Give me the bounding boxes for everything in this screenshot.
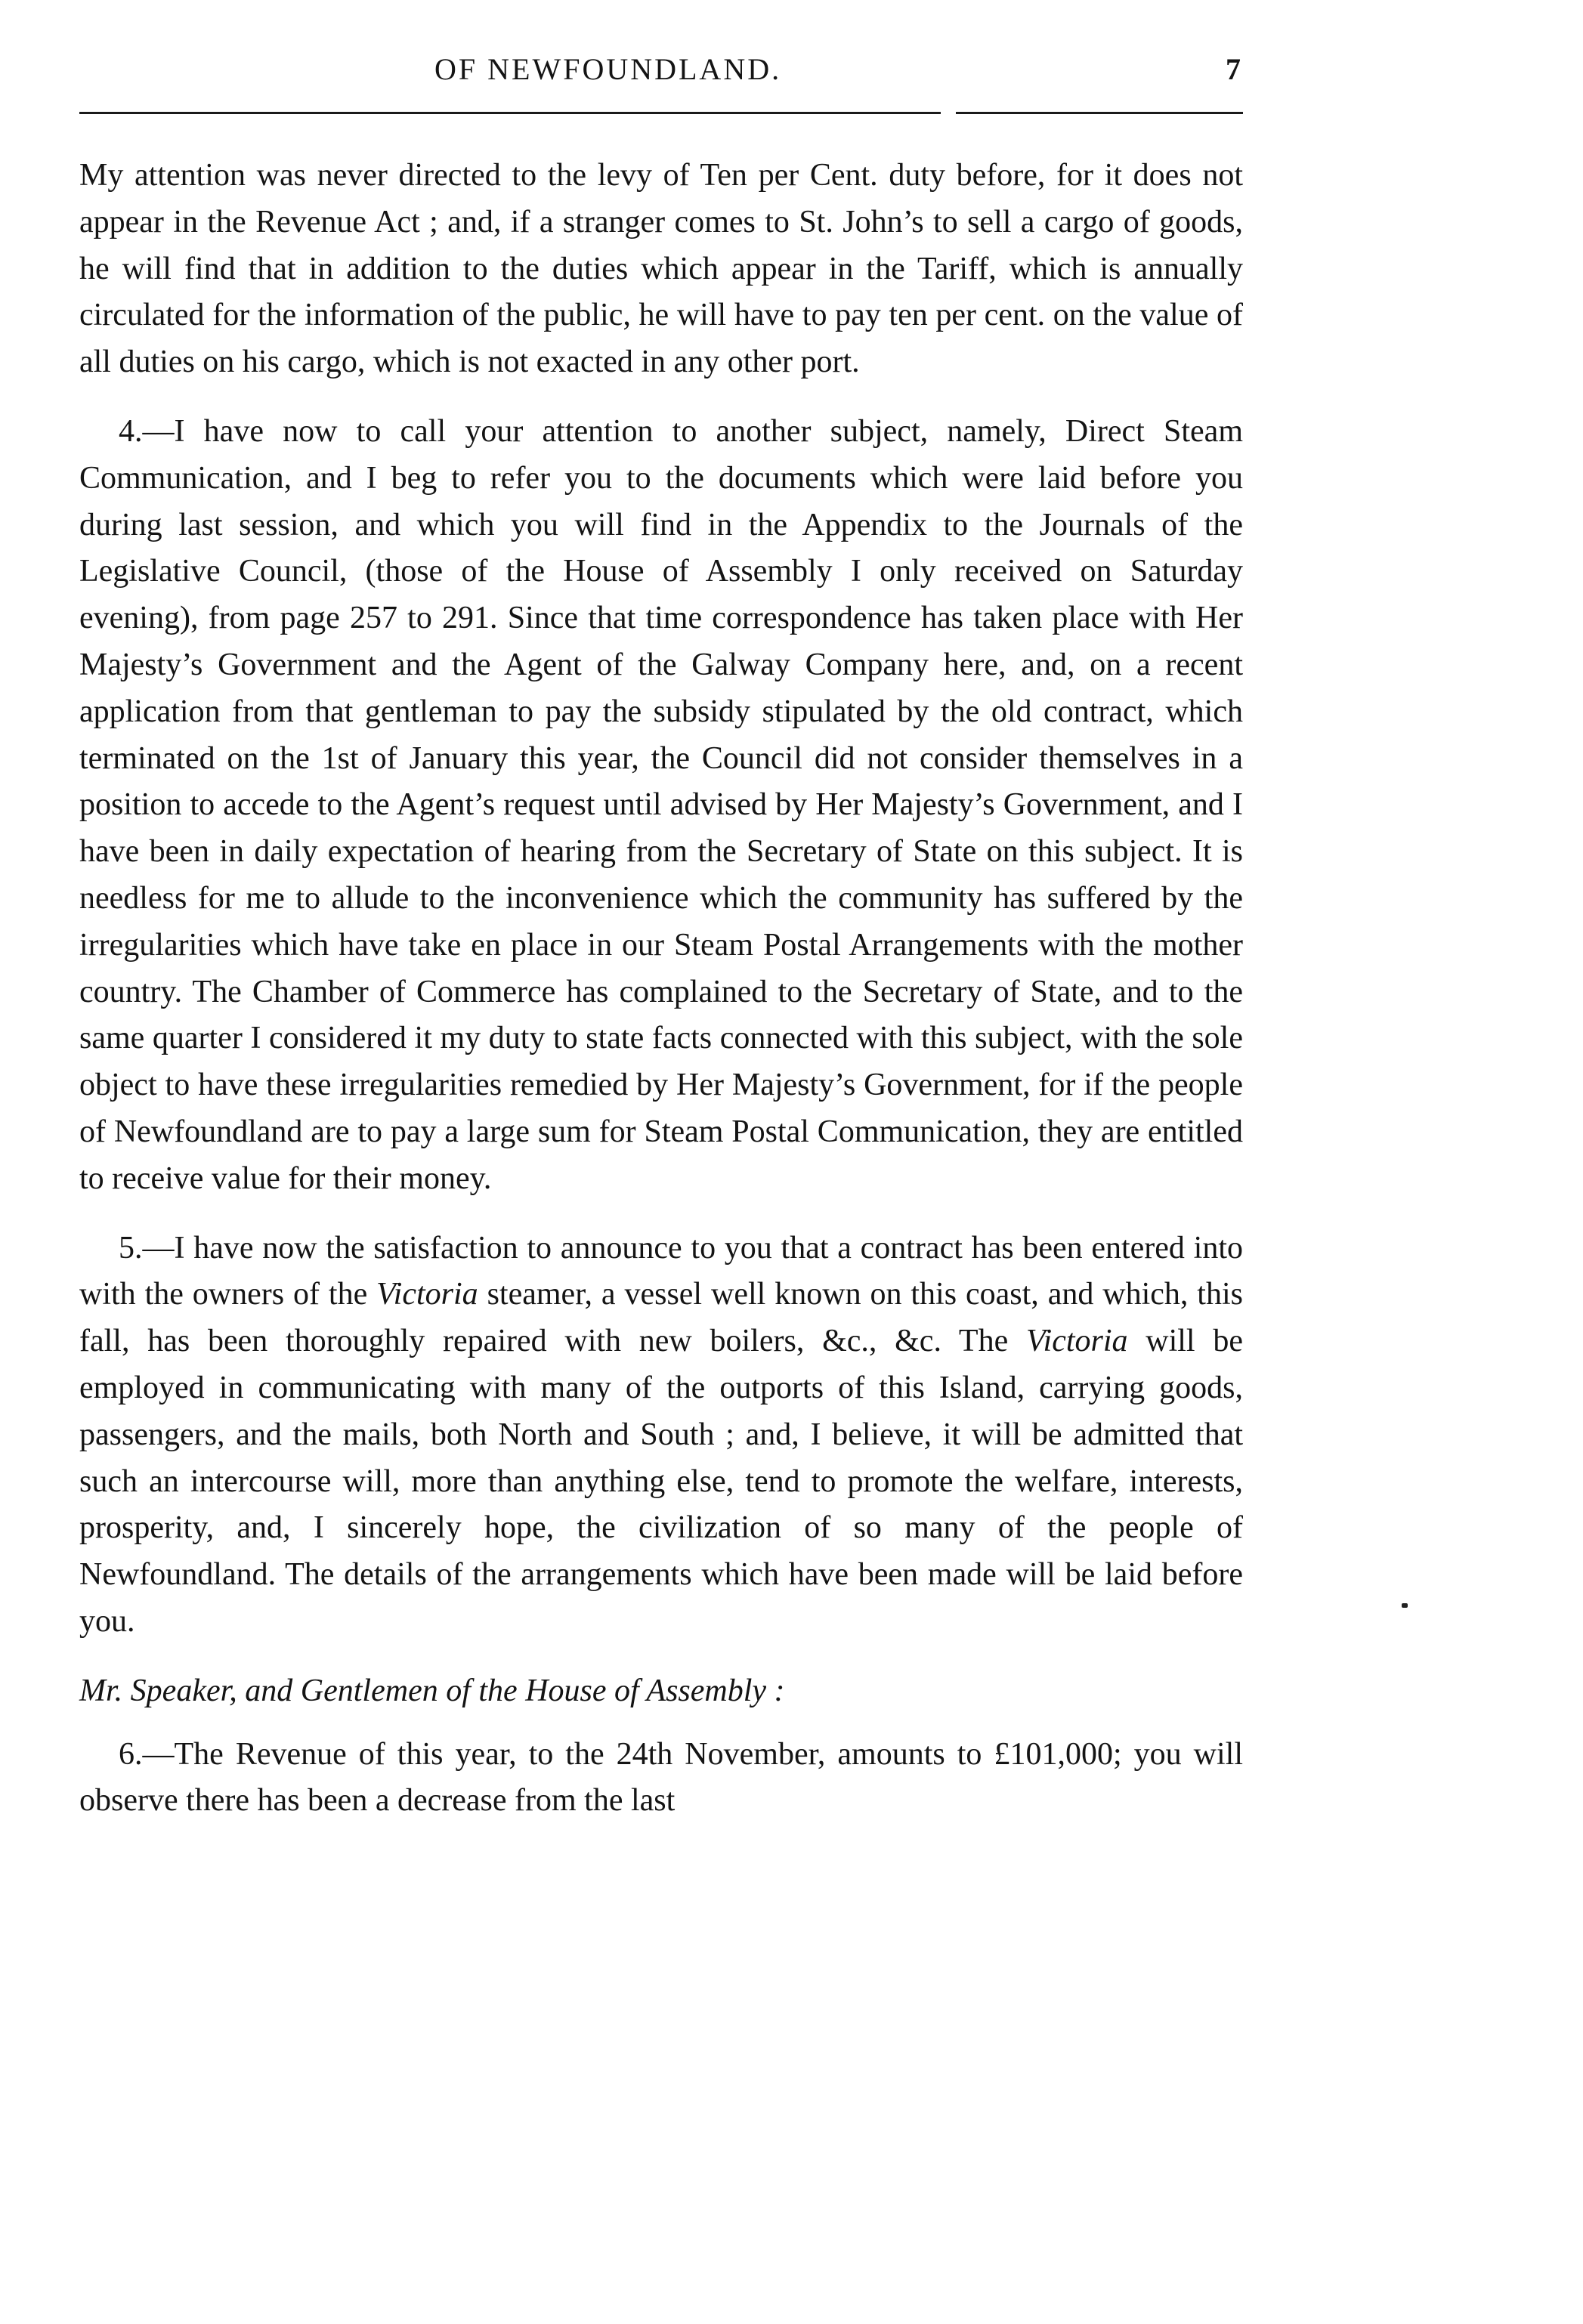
paragraph-5-part-3: will be employed in communicating with many of the outports of this Island, carrying goods, passengers, and the mails, both North and South ; and, I believe, it will be admitted that such an intercourse will, more than anything else, tend to promote the welfare, interests, prosperity, and, I sincerely hope, the civilization of so many of the people of Newfoundland. The details of the arrangements which have been made will be laid before you. [79, 1324, 1243, 1639]
paragraph-5-part-1: 5.—I have now the satisfaction to announce to you that a contract has been entered into with the owners of the [79, 1230, 1243, 1312]
body-text [79, 153, 1243, 1825]
header-rule-left [79, 112, 941, 114]
running-title: OF NEWFOUNDLAND. [434, 52, 782, 86]
paragraph-4: 4.—I have now to call your attention to another subject, namely, Direct Steam Communication, and I beg to refer you to the documents which were laid before you during last session, and which you will find in the Appendix to the Journals of the Legislative Council, (those of the House of Assembly I only received on Saturday evening), from page 257 to 291. Since that time correspondence has taken place with Her Majesty’s Government and the Agent of the Galway Company here, and, on a recent application from that gentleman to pay the subsidy stipulated by the old contract, which terminated on the 1st of January this year, the Council did not consider themselves in a position to accede to the Agent’s request until advised by Her Majesty’s Government, and I have been in daily expectation of hearing from the Secretary of State on this subject. It is needless for me to allude to the inconvenience which the community has suffered by the irregularities which have take en place in our Steam Postal Arrangements with the mother country. The Chamber of Commerce has complained to the Secretary of State, and to the same quarter I considered it my duty to state facts connected with this subject, with the sole object to have these irregularities remedied by Her Majesty’s Government, for if the people of Newfoundland are to pay a large sum for Steam Postal Communication, they are entitled to receive value for their money. [79, 413, 1243, 1196]
book-page [79, 30, 1243, 1825]
paragraph-6: 6.—The Revenue of this year, to the 24th November, amounts to £101,000; you will observe there has been a decrease from the last [79, 1736, 1243, 1819]
page-number: 7 [1226, 52, 1243, 86]
paragraph-5-part-2: steamer, a vessel well known on this coast, and which, this fall, has been thoroughly repaired with new boilers, &c., &c. The [79, 1277, 1243, 1359]
header-rule [79, 107, 1243, 122]
paragraph-continued: My attention was never directed to the levy of Ten per Cent. duty before, for it does not appear in the Revenue Act ; and, if a stranger comes to St. John’s to sell a cargo of goods, he will find that in addition to the duties which appear in the Tariff, which is annually circulated for the information of the public, he will have to pay ten per cent. on the value of all duties on his cargo, which is not exacted in any other port. [79, 158, 1243, 380]
header-rule-right [956, 112, 1243, 114]
running-head [79, 30, 1243, 98]
ship-name-1: Victoria [376, 1277, 478, 1312]
ship-name-2: Victoria [1025, 1324, 1128, 1359]
address-heading: Mr. Speaker, and Gentlemen of the House of Assembly : [79, 1673, 785, 1708]
paragraph-5 [79, 1225, 1243, 1646]
ink-speck [1402, 1603, 1408, 1608]
